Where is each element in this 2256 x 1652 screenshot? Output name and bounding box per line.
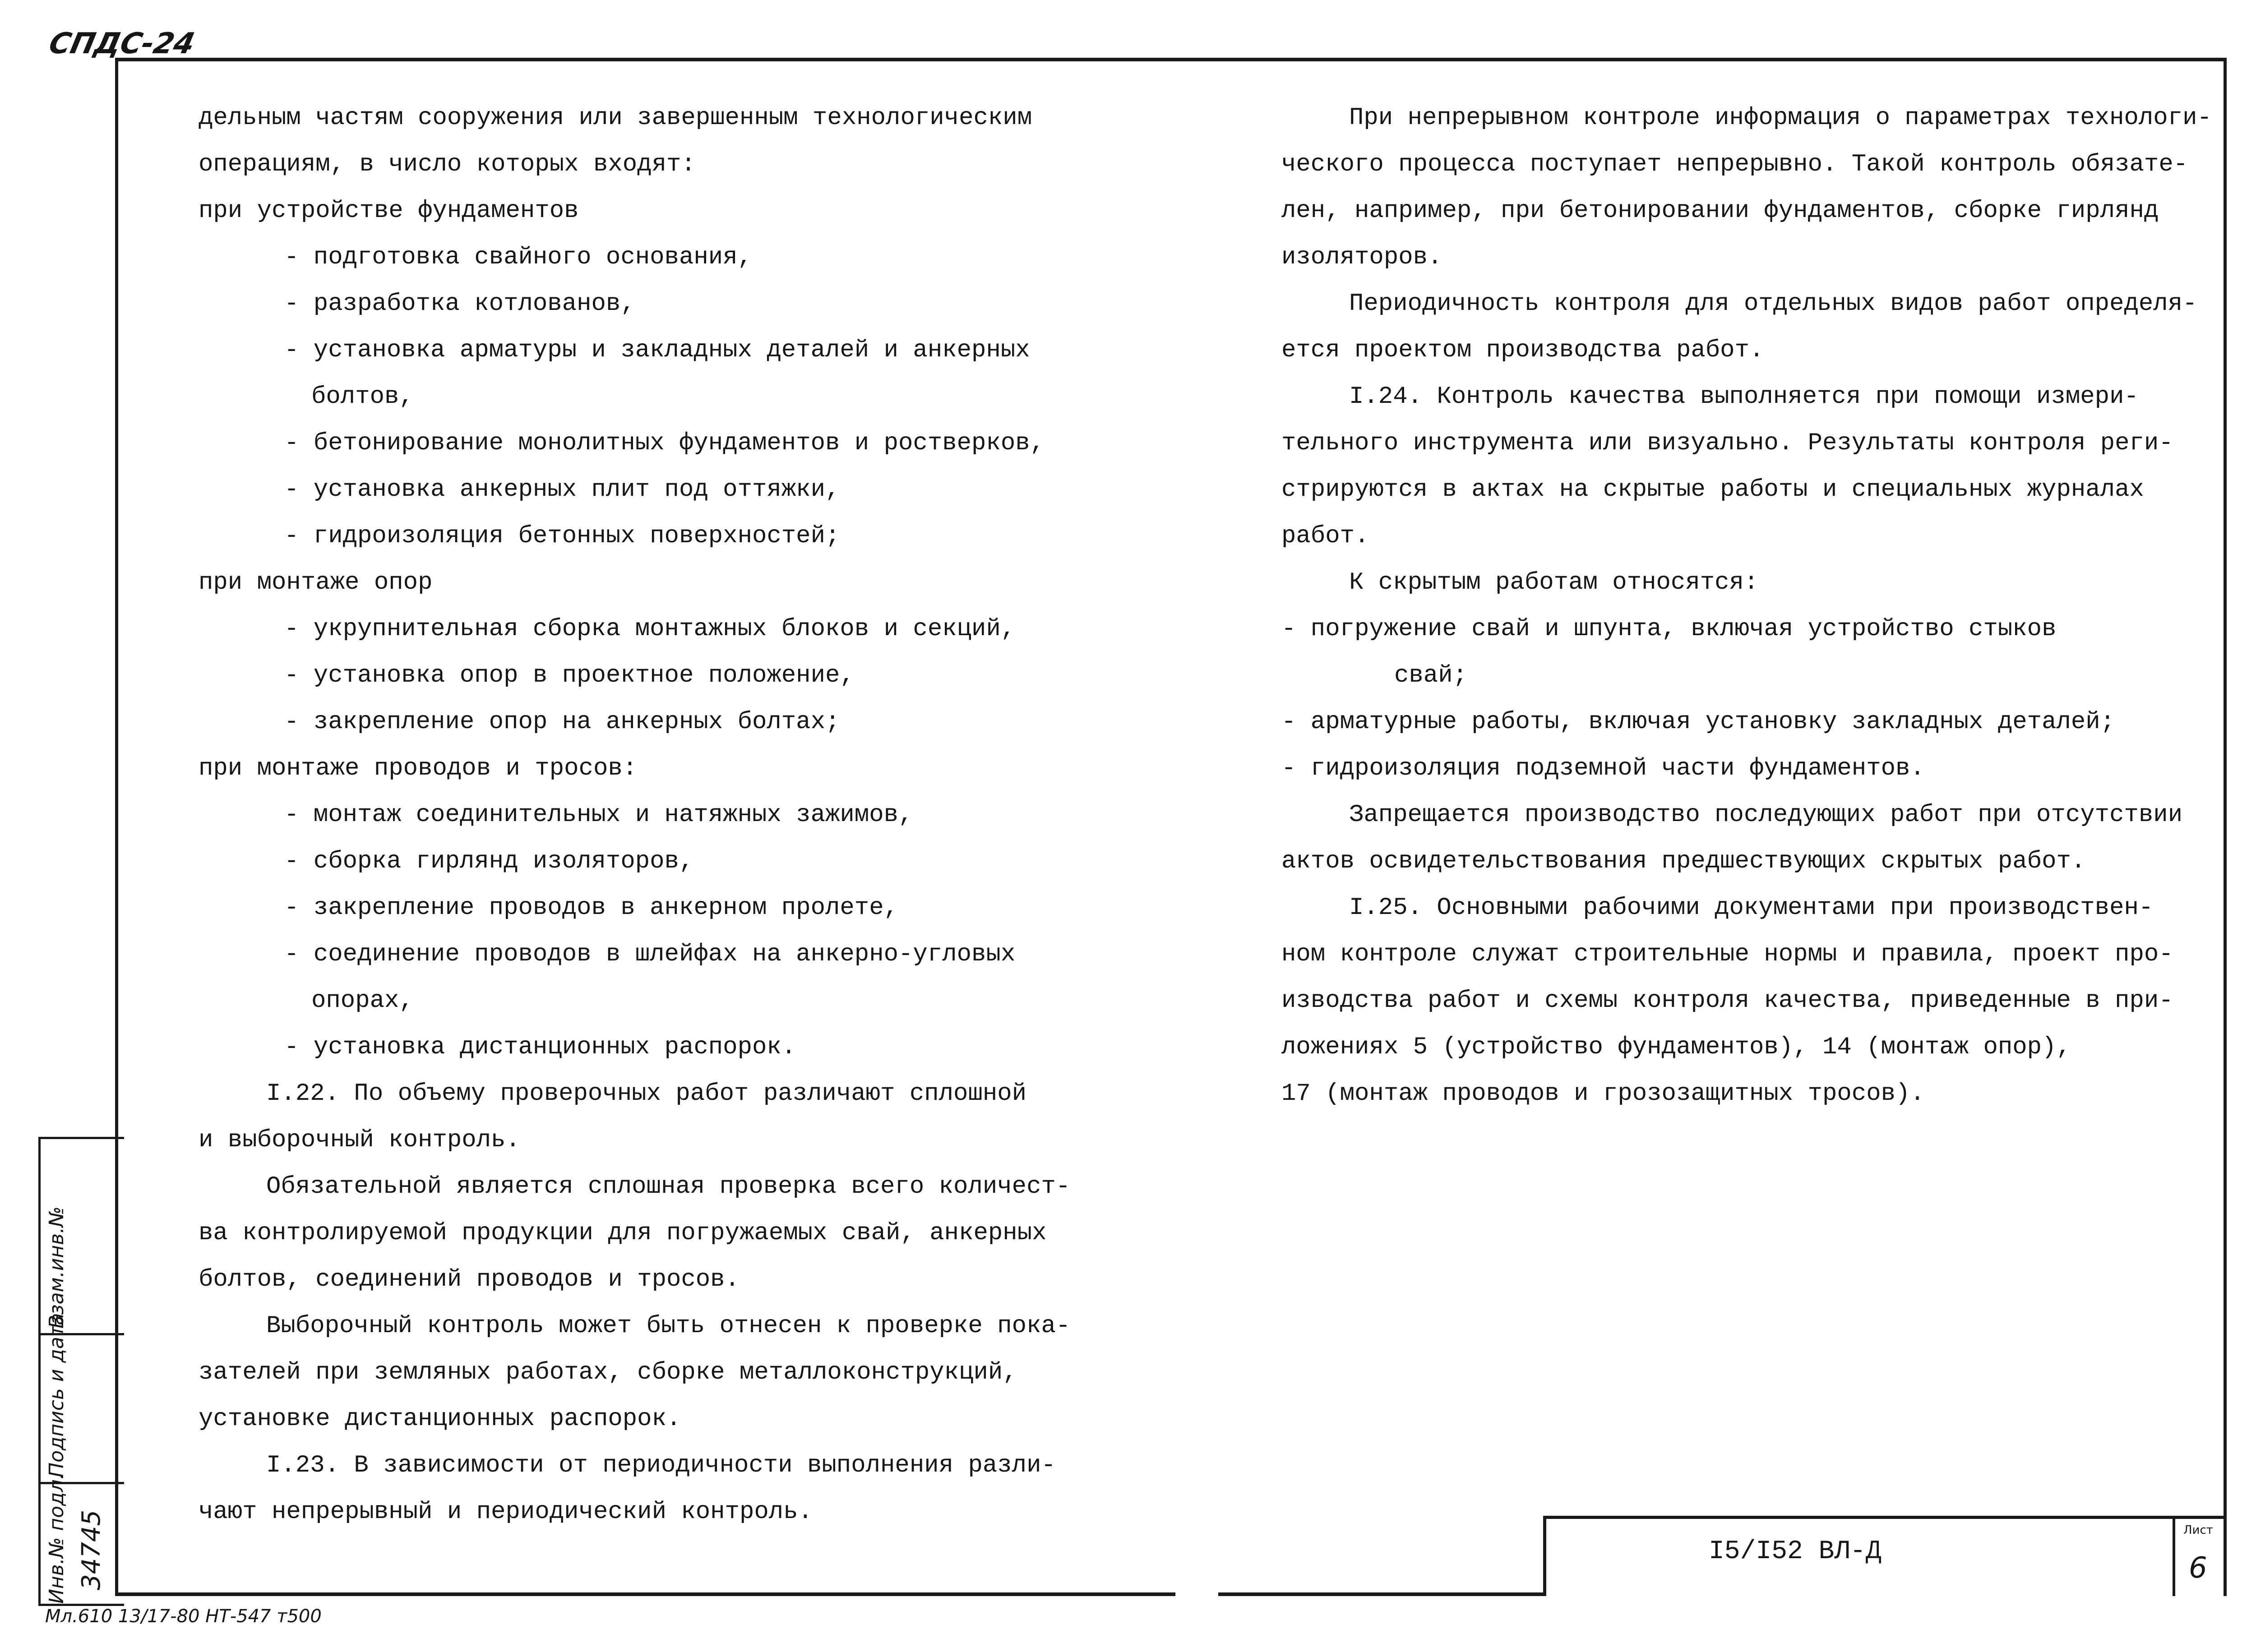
text-line: операциям, в число которых входят: [199,151,696,178]
text-line: дельным частям сооружения или завершенным технологическим [199,104,1032,132]
document-code: I5/I52 ВЛ-Д [1709,1537,1882,1566]
text-line: Периодичность контроля для отдельных видов работ определя- [1349,290,2197,318]
stamp-inv-value: 34745 [77,1509,106,1590]
text-line: - сборка гирлянд изоляторов, [284,848,694,875]
text-line: - соединение проводов в шлейфах на анкерно-угловых [284,941,1016,968]
text-line: - подготовка свайного основания, [284,244,752,271]
title-block [1543,1516,2227,1596]
text-line: Обязательной является сплошная проверка всего количест- [266,1173,1071,1200]
text-line: - арматурные работы, включая установку закладных деталей; [1281,708,2115,736]
frame-bottom-right [1218,1592,1543,1596]
text-line: работ. [1281,522,1369,550]
text-line: К скрытым работам относятся: [1349,569,1759,596]
text-line: и выборочный контроль. [199,1126,520,1154]
bottom-note: Мл.610 13/17-80 НТ-547 т500 [45,1606,322,1627]
stamp-inv-label: Инв.№ подл. [45,1473,68,1604]
text-line: изводства работ и схемы контроля качества, приведенные в при- [1281,987,2173,1015]
text-line: ном контроле служат строительные нормы и правила, проект про- [1281,941,2173,968]
stamp-replace-label: Взам.инв.№ [45,1206,68,1329]
text-line: при монтаже проводов и тросов: [199,755,638,782]
text-line: при устройстве фундаментов [199,197,579,225]
text-line: болтов, [311,383,414,411]
text-line: болтов, соединений проводов и тросов. [199,1266,740,1293]
text-line: - установка опор в проектное положение, [284,662,855,689]
text-line: - погружение свай и шпунта, включая устройство стыков [1281,615,2057,643]
sheet-number: 6 [2189,1551,2207,1585]
text-line: установке дистанционных распорок. [199,1405,681,1433]
text-line: - закрепление проводов в анкерном пролете, [284,894,899,922]
text-line: стрируются в актах на скрытые работы и специальных журналах [1281,476,2144,503]
text-line: опорах, [311,987,414,1015]
text-line: - укрупнительная сборка монтажных блоков и секций, [284,615,1016,643]
text-line: ческого процесса поступает непрерывно. Такой контроль обязате- [1281,151,2188,178]
text-line: - гидроизоляция подземной части фундаментов. [1281,755,1925,782]
text-line: ва контролируемой продукции для погружаемых свай, анкерных [199,1219,1047,1247]
text-line: При непрерывном контроле информация о параметрах технологи- [1349,104,2212,132]
text-line: - монтаж соединительных и натяжных зажимов, [284,801,913,829]
text-line: - бетонирование монолитных фундаментов и ростверков, [284,429,1045,457]
text-line: I.24. Контроль качества выполняется при помощи измери- [1349,383,2139,411]
text-line: чают непрерывный и периодический контроль. [199,1498,813,1526]
left-column [199,95,1070,1535]
frame-bottom-left [115,1592,1175,1596]
stamp-sign-label: Подпись и дата [45,1313,68,1477]
text-line: I.25. Основными рабочими документами при производствен- [1349,894,2154,922]
text-line: 17 (монтаж проводов и грозозащитных тросов). [1281,1080,1925,1107]
text-line: тельного инструмента или визуально. Результаты контроля реги- [1281,429,2173,457]
text-line: Выборочный контроль может быть отнесен к проверке пока- [266,1312,1071,1340]
text-line: - разработка котлованов, [284,290,635,318]
text-line: I.23. В зависимости от периодичности выполнения разли- [266,1452,1056,1479]
header-mark: СПДС-24 [46,27,198,60]
text-line: ется проектом производства работ. [1281,337,1764,364]
text-line: ложениях 5 (устройство фундаментов), 14 (монтаж опор), [1281,1034,2071,1061]
text-line: актов освидетельствования предшествующих скрытых работ. [1281,848,2086,875]
right-column [1281,95,2212,1117]
text-line: при монтаже опор [199,569,433,596]
sheet-cell [2173,1519,2227,1596]
text-line: - установка арматуры и закладных деталей и анкерных [284,337,1030,364]
text-line: I.22. По объему проверочных работ различают сплошной [266,1080,1027,1107]
text-line: - установка дистанционных распорок. [284,1034,796,1061]
text-line: изоляторов. [1281,244,1442,271]
text-line: лен, например, при бетонировании фундаментов, сборке гирлянд [1281,197,2159,225]
text-line: - установка анкерных плит под оттяжки, [284,476,840,503]
sheet-label: Лист [2183,1523,2213,1537]
text-line: Запрещается производство последующих работ при отсутствии [1349,801,2183,829]
text-line: - гидроизоляция бетонных поверхностей; [284,522,840,550]
text-line: свай; [1394,662,1468,689]
text-line: - закрепление опор на анкерных болтах; [284,708,840,736]
side-stamp [38,1137,124,1606]
text-line: зателей при земляных работах, сборке металлоконструкций, [199,1359,1017,1386]
